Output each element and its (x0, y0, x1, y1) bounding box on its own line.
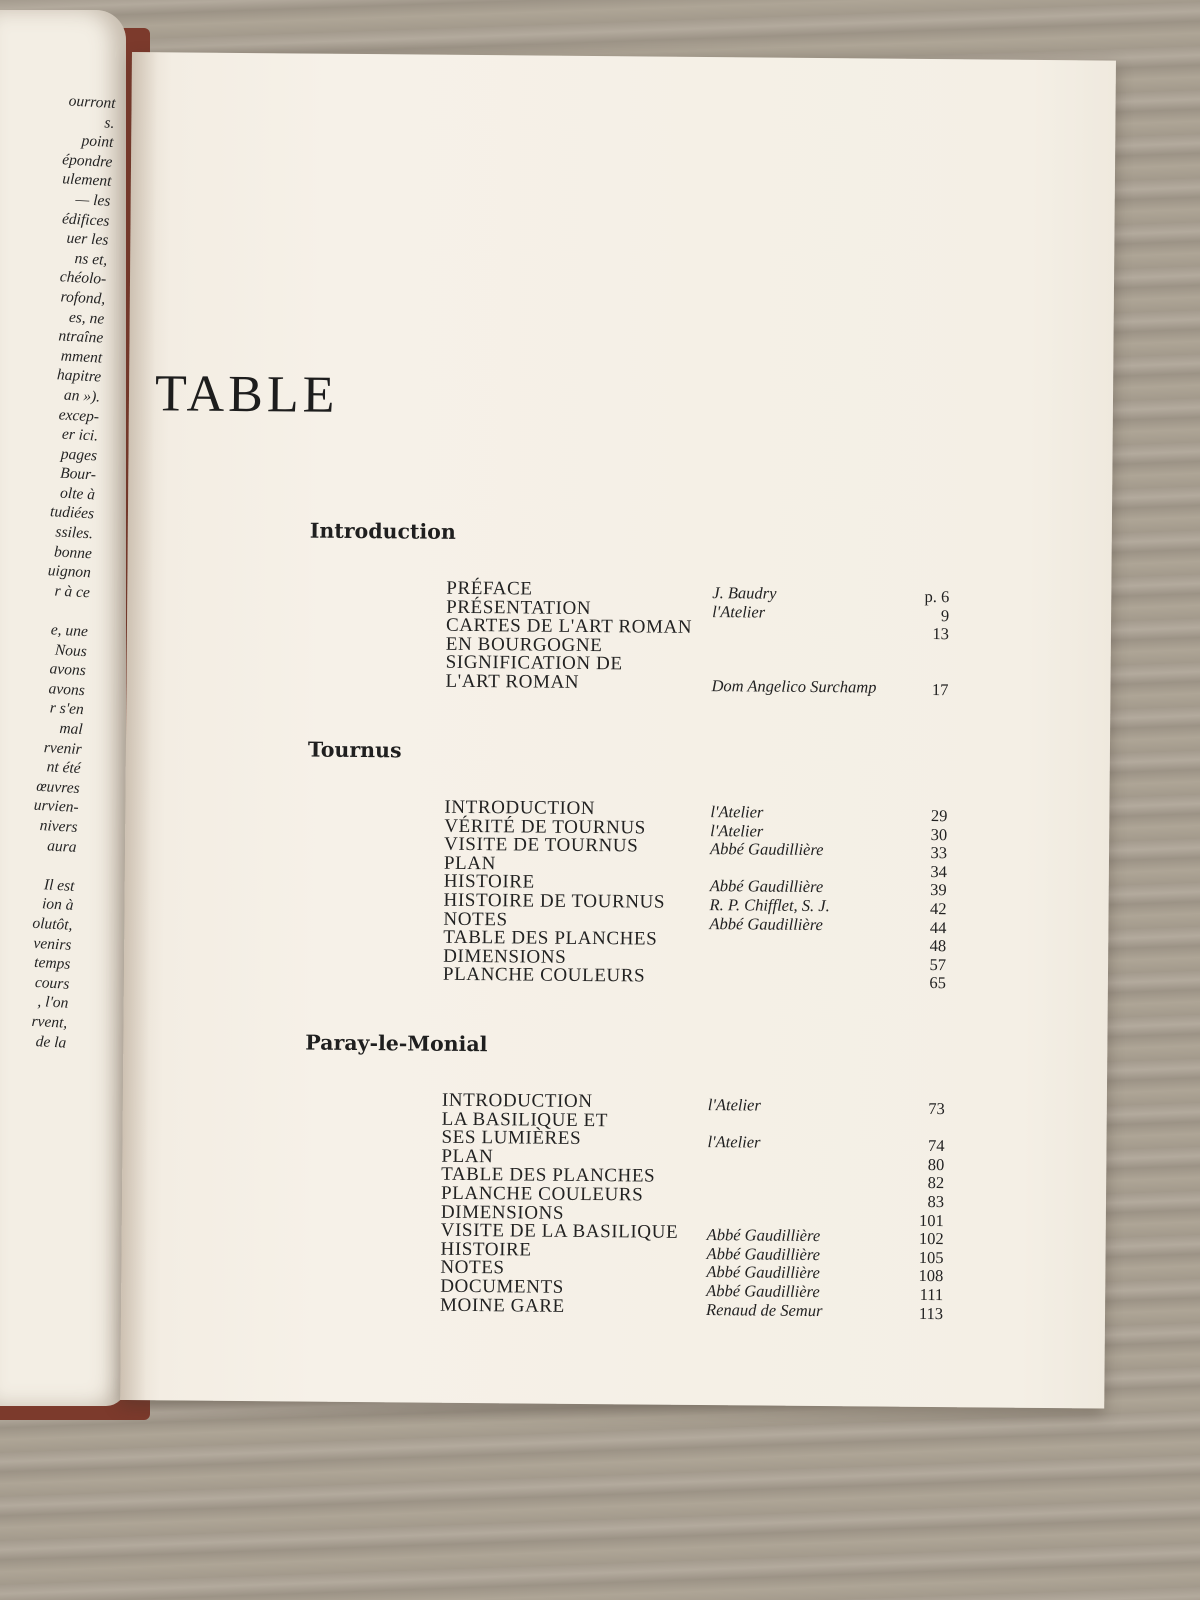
left-page-line: mment (60, 347, 103, 367)
entry-title: VISITE DE TOURNUS (444, 833, 639, 857)
entry-page-number: 39 (930, 880, 947, 900)
entry-title: PRÉSENTATION (446, 596, 592, 619)
entry-page-number: 44 (929, 917, 947, 937)
left-page-line: ion à (41, 895, 74, 915)
entry-title: L'ART ROMAN (445, 670, 580, 693)
entry-page-number: 29 (930, 806, 948, 826)
entry-title: PRÉFACE (446, 577, 533, 600)
section-heading: Introduction (309, 518, 456, 544)
entry-author: R. P. Chifflet, S. J. (709, 895, 830, 916)
entry-author: l'Atelier (710, 820, 764, 841)
left-page (0, 10, 126, 1406)
entry-author: Abbé Gaudillière (709, 913, 823, 934)
left-page-line: es, ne (68, 308, 105, 328)
entry-page-number: 80 (927, 1154, 945, 1174)
left-page-line: tudiées (49, 503, 95, 523)
entry-page-number (889, 643, 949, 644)
entry-page-number: 101 (919, 1210, 944, 1230)
entry-title: LA BASILIQUE ET (441, 1108, 609, 1131)
entry-title: HISTOIRE DE TOURNUS (443, 889, 666, 913)
entry-author: l'Atelier (710, 802, 764, 822)
entries-list (308, 577, 950, 700)
left-page-line: olutôt, (31, 914, 73, 934)
entry-title: DOCUMENTS (440, 1275, 564, 1298)
left-page-line: œuvres (35, 777, 81, 797)
entry-page-number: 42 (929, 898, 947, 919)
entry-page-number: 105 (918, 1247, 944, 1267)
left-page-line: olte à (59, 484, 96, 504)
entry-page-number: 111 (919, 1284, 944, 1305)
entry-title: TABLE DES PLANCHES (441, 1164, 656, 1187)
entry-title: NOTES (443, 908, 508, 930)
entry-title: PLAN (441, 1145, 494, 1167)
section-introduction (308, 518, 950, 700)
entry-title: INTRODUCTION (441, 1089, 593, 1113)
entry-author: Abbé Gaudillière (709, 839, 824, 860)
entries-list (303, 1089, 945, 1323)
left-page-line: e, une (50, 621, 89, 641)
entry-title: VÉRITÉ DE TOURNUS (444, 815, 646, 839)
entry-title: HISTOIRE (440, 1238, 532, 1261)
entry-author: Renaud de Semur (705, 1299, 823, 1320)
left-page-line: ssiles. (55, 523, 94, 543)
entry-page-number: 113 (918, 1303, 944, 1323)
entry-page-number (885, 1118, 945, 1119)
left-page-line: édifices (61, 209, 110, 230)
left-page-line: urvien- (33, 797, 80, 817)
left-page-line: , l'on (37, 993, 69, 1013)
entry-author: J. Baudry (712, 583, 777, 603)
entry-page-number: p. 6 (924, 586, 950, 607)
entry-title: PLANCHE COULEURS (442, 964, 646, 987)
left-page-line: s. (104, 114, 115, 132)
entry-title: SES LUMIÈRES (441, 1126, 582, 1150)
entry-title: CARTES DE L'ART ROMAN (445, 614, 693, 639)
left-page-line: pages (60, 445, 98, 465)
left-page-line: uer les (66, 229, 109, 249)
section-paray-le-monial (303, 1030, 945, 1323)
entry-page-number: 34 (930, 861, 947, 881)
left-page-line: avons (49, 660, 87, 680)
entry-title: HISTOIRE (443, 871, 535, 893)
entry-author: l'Atelier (707, 1132, 761, 1152)
entry-author: Abbé Gaudillière (706, 1262, 820, 1283)
left-page-line: r s'en (49, 699, 85, 719)
entry-title: SIGNIFICATION DE (445, 652, 623, 675)
section-tournus (306, 737, 948, 993)
entry-title: PLAN (443, 852, 497, 874)
entry-author: l'Atelier (707, 1095, 761, 1115)
entry-page-number: 9 (940, 605, 950, 625)
entries-list (306, 796, 948, 993)
entry-title: DIMENSIONS (440, 1201, 565, 1224)
left-page-line: Bour- (59, 464, 97, 484)
left-page-line: Nous (54, 641, 88, 660)
entry-author: Abbé Gaudillière (706, 1243, 821, 1264)
left-page-line: ns et, (74, 249, 108, 269)
left-page-line: cours (34, 973, 70, 993)
entry-page-number: 65 (929, 973, 946, 993)
entry-page-number: 108 (918, 1266, 944, 1286)
left-page-line: excep- (58, 405, 100, 426)
entry-title: PLANCHE COULEURS (440, 1182, 644, 1206)
section-heading: Tournus (307, 737, 402, 763)
entry-title: TABLE DES PLANCHES (443, 926, 658, 950)
left-page-line: rofond, (60, 288, 106, 308)
left-page-line: mal (59, 719, 84, 739)
entry-page-number: 102 (918, 1229, 944, 1249)
left-page-line: — les (75, 191, 111, 210)
entry-author: Abbé Gaudillière (706, 1225, 821, 1246)
left-page-line: venirs (33, 934, 72, 954)
entry-title: EN BOURGOGNE (445, 633, 603, 656)
left-page-line: nt été (46, 758, 82, 778)
left-page-text (0, 86, 116, 1053)
left-page-line: temps (33, 954, 71, 973)
left-page-line: nivers (39, 816, 79, 836)
entry-page-number: 33 (930, 843, 948, 863)
section-heading: Paray-le-Monial (305, 1030, 488, 1057)
left-page-line: point (81, 132, 114, 152)
left-page-line: er ici. (61, 425, 99, 445)
entry-title: INTRODUCTION (444, 796, 596, 820)
entry-page-number: 83 (927, 1191, 945, 1212)
entry-author: Dom Angelico Surchamp (711, 676, 877, 697)
left-page-line: ulement (61, 170, 112, 191)
entry-title: NOTES (440, 1257, 505, 1279)
left-page-line: aura (46, 837, 77, 856)
left-page-line: avons (48, 680, 86, 699)
entry-author: Abbé Gaudillière (709, 876, 824, 897)
left-page-line: chéolo- (59, 268, 107, 289)
left-page-line: rvent, (31, 1012, 68, 1032)
left-page-line: épondre (61, 151, 113, 171)
left-page-line: an »). (63, 386, 101, 406)
left-page-line: Il est (43, 876, 75, 895)
entry-page-number: 13 (932, 624, 950, 644)
entry-page-number: 48 (929, 936, 947, 956)
left-page-line: ntraîne (58, 327, 104, 347)
entry-page-number: 30 (930, 824, 948, 844)
page-title: TABLE (154, 365, 339, 424)
entry-author: l'Atelier (712, 601, 766, 622)
left-page-line: bonne (53, 543, 93, 563)
left-page-line: uignon (47, 562, 92, 582)
entry-page-number: 73 (928, 1098, 945, 1119)
entry-page-number: 82 (927, 1173, 945, 1193)
left-page-line: r à ce (54, 582, 91, 602)
entry-page-number: 57 (929, 954, 947, 974)
entry-title: DIMENSIONS (443, 945, 567, 968)
entry-title: MOINE GARE (439, 1294, 565, 1317)
entry-author: Abbé Gaudillière (706, 1280, 820, 1301)
entry-page-number: 17 (931, 679, 949, 700)
left-page-line: de la (35, 1032, 67, 1052)
entry-title: VISITE DE LA BASILIQUE (440, 1219, 679, 1243)
left-page-line: ourront (68, 92, 116, 112)
right-page (120, 52, 1116, 1409)
left-page-line: rvenir (43, 738, 83, 758)
entry-page-number (889, 662, 949, 663)
left-page-line: hapitre (56, 366, 102, 386)
entry-page-number: 74 (927, 1136, 945, 1156)
